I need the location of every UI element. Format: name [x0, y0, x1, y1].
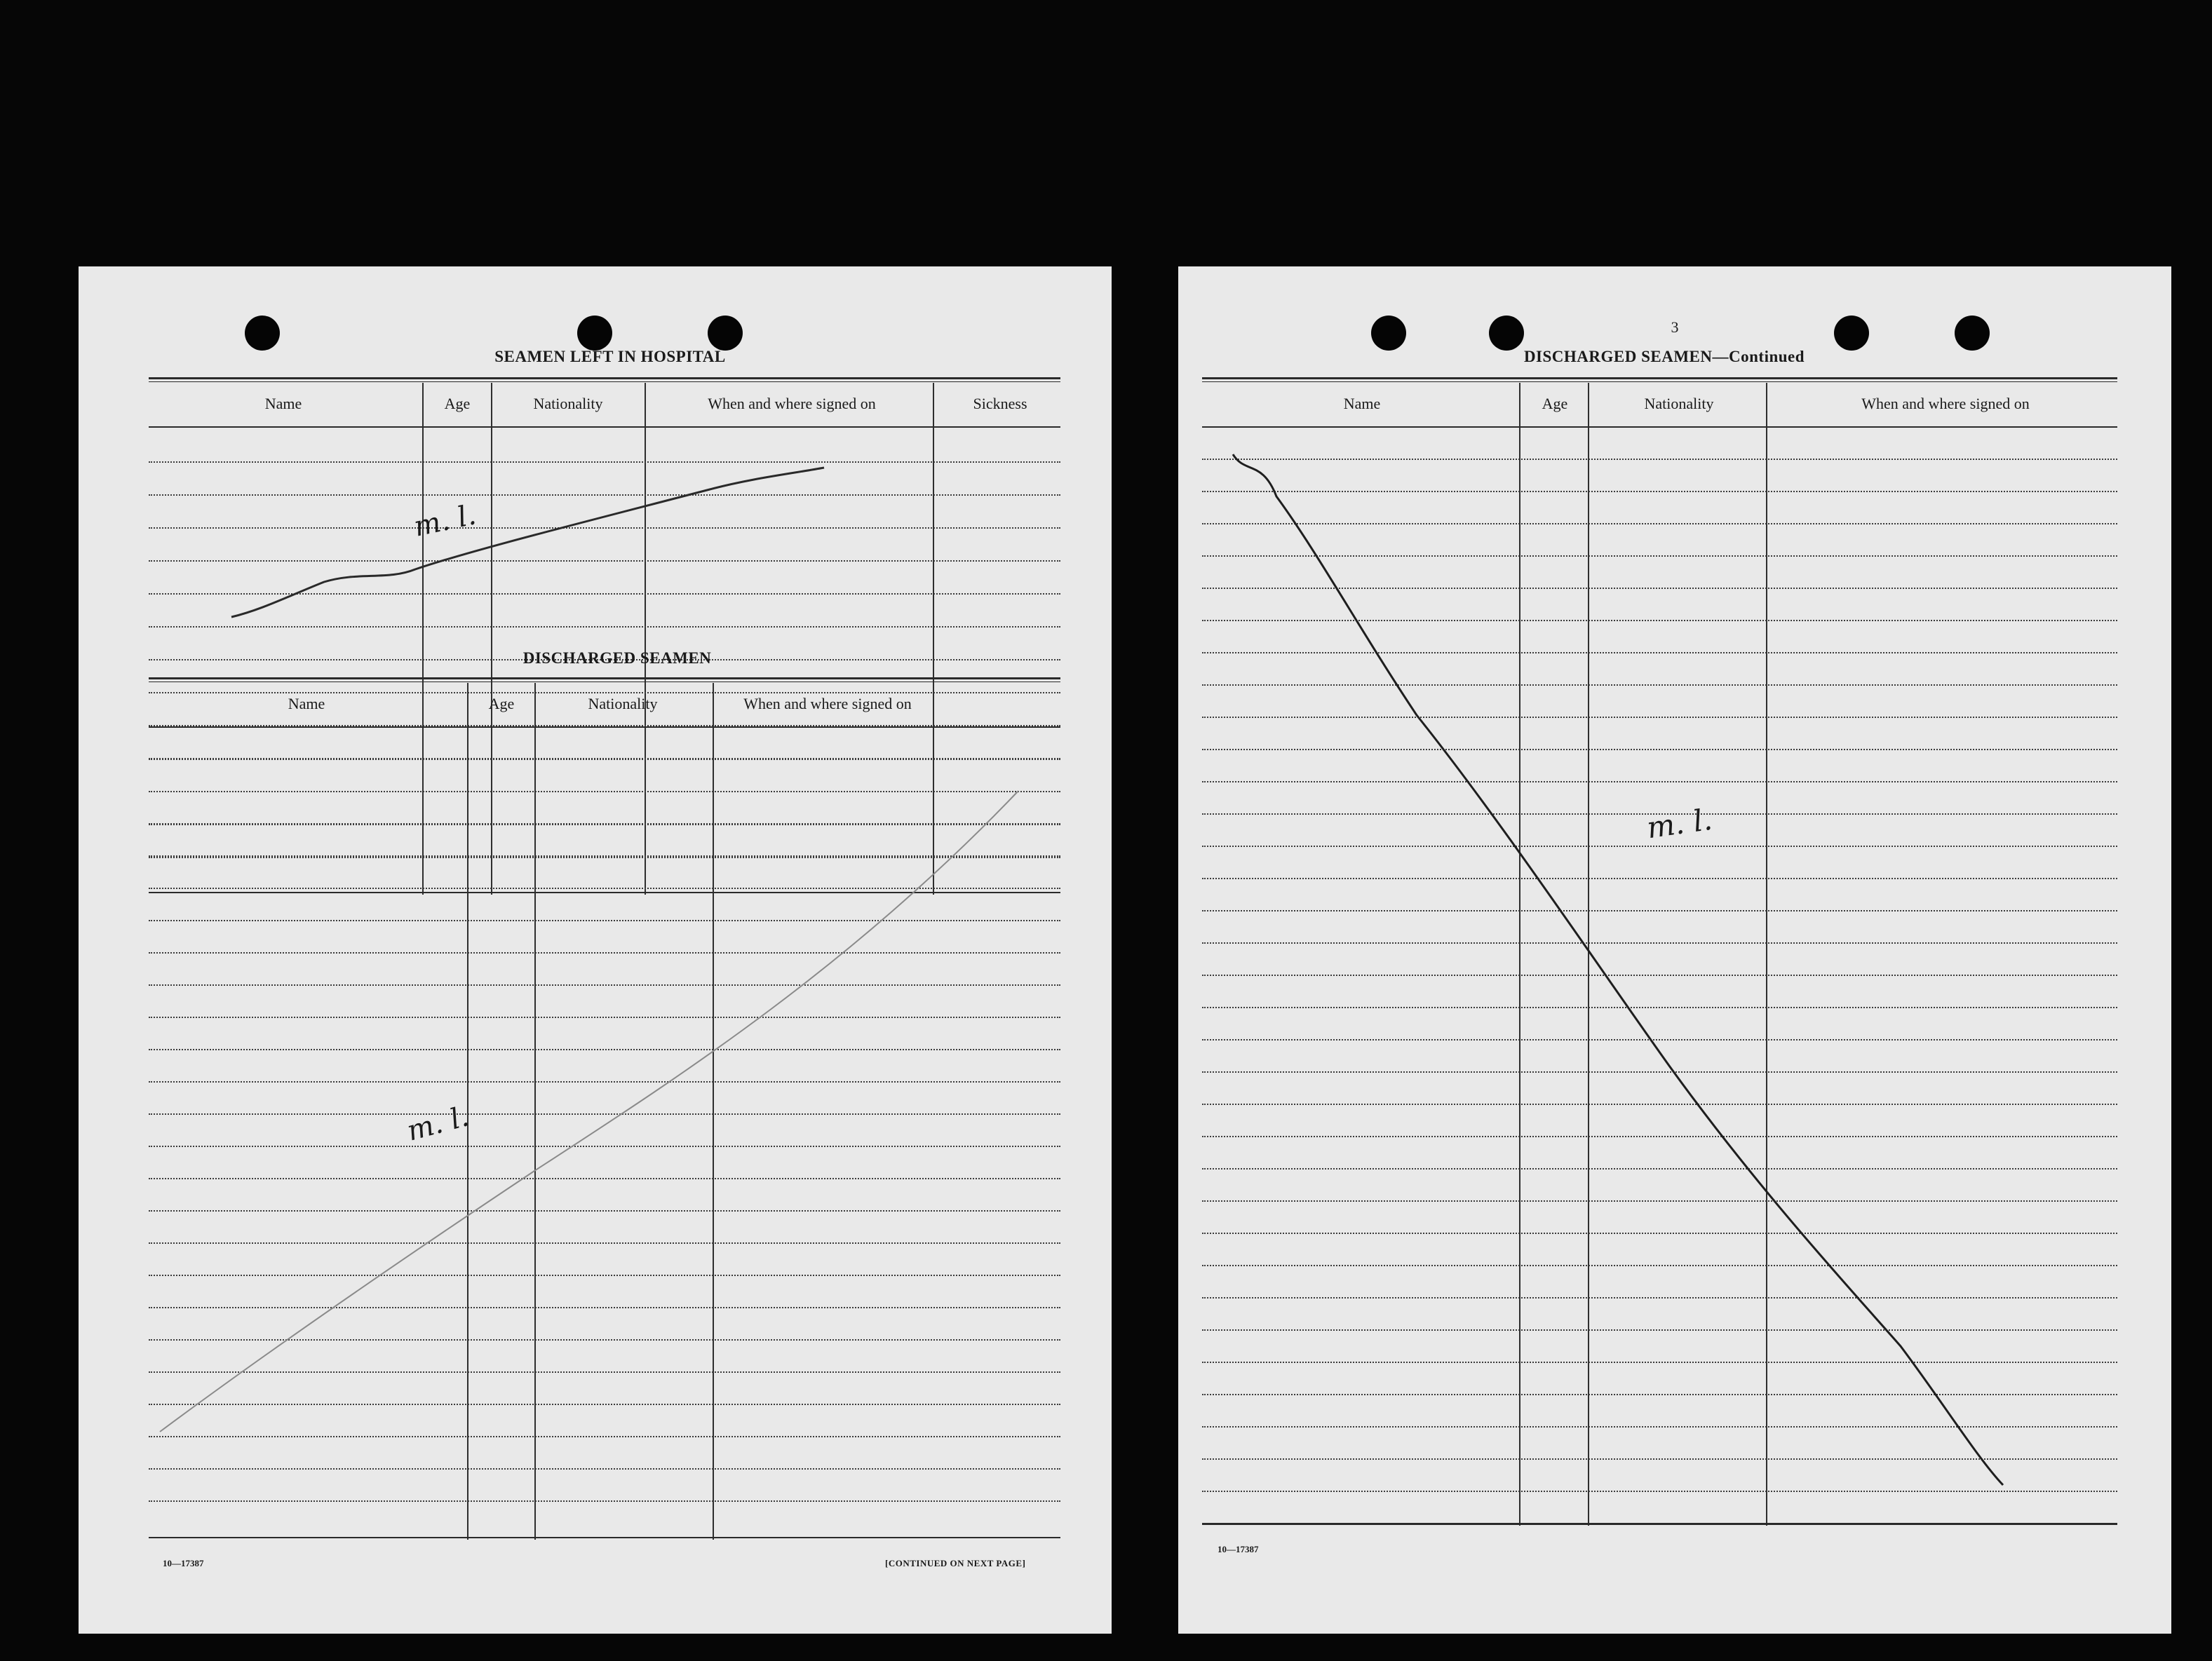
hospital-col-signed-on: When and where signed on	[708, 395, 876, 412]
right-col-age: Age	[1542, 395, 1568, 412]
discharged-col-nationality: Nationality	[588, 695, 658, 712]
cancel-initials: m. l.	[411, 499, 479, 543]
handwritten-cancel-marks	[79, 266, 1112, 1634]
discharged-section-title: DISCHARGED SEAMEN	[522, 649, 712, 667]
continued-note: [CONTINUED ON NEXT PAGE]	[885, 1558, 1026, 1568]
page-number: 3	[1671, 318, 1679, 336]
form-code: 10—17387	[163, 1558, 204, 1568]
hospital-section-title: SEAMEN LEFT IN HOSPITAL	[494, 348, 726, 365]
right-col-signed-on: When and where signed on	[1861, 395, 2030, 412]
discharged-col-name: Name	[288, 695, 325, 712]
discharged-continued-title: DISCHARGED SEAMEN—Continued	[1523, 348, 1805, 365]
right-form-page	[1178, 266, 2171, 1634]
discharged-col-signed-on: When and where signed on	[743, 695, 912, 712]
hospital-col-nationality: Nationality	[533, 395, 603, 412]
right-col-nationality: Nationality	[1644, 395, 1714, 412]
cancel-initials: m. l.	[1645, 801, 1715, 846]
handwritten-cancel-line	[1178, 266, 2171, 1634]
hospital-col-age: Age	[444, 395, 471, 412]
cancel-initials: m. l.	[403, 1100, 473, 1148]
hospital-col-name: Name	[264, 395, 302, 412]
left-form-page	[79, 266, 1112, 1634]
hospital-col-sickness: Sickness	[973, 395, 1027, 412]
right-col-name: Name	[1343, 395, 1381, 412]
discharged-col-age: Age	[488, 695, 515, 712]
form-code: 10—17387	[1218, 1544, 1259, 1554]
